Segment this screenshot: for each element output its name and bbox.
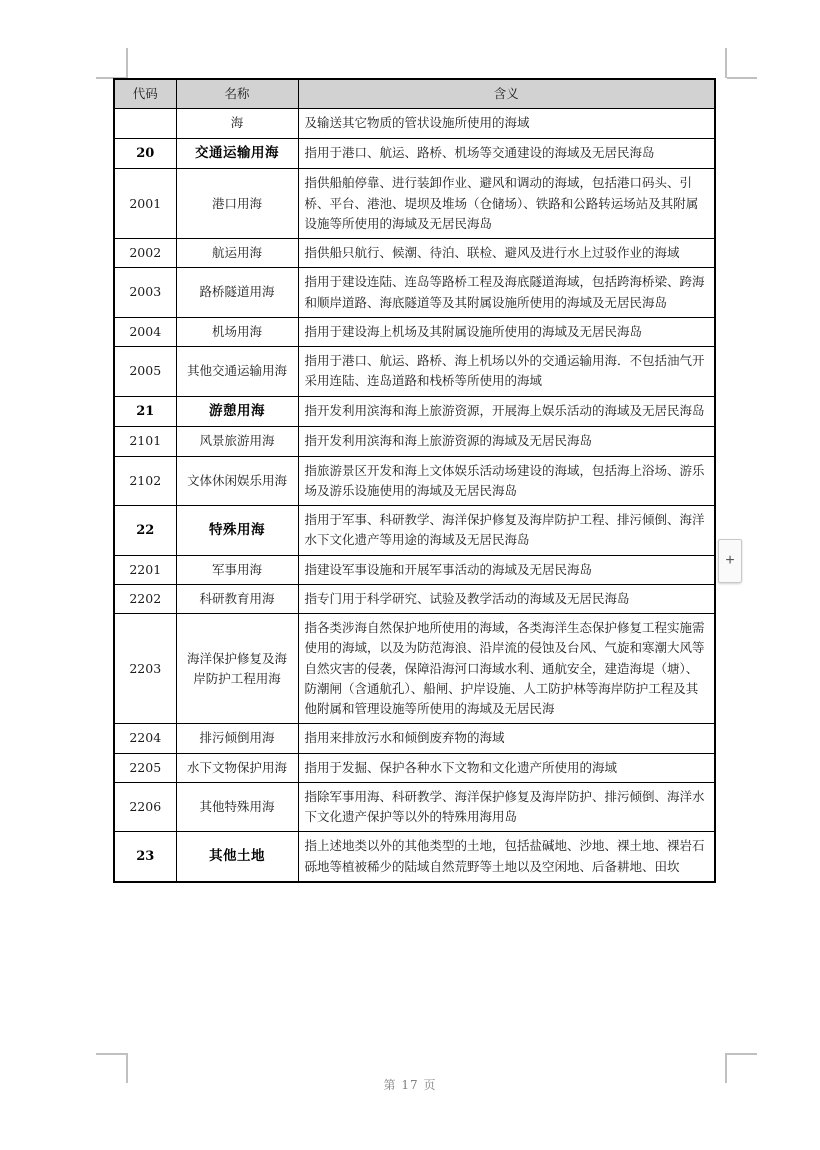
cell-name: 特殊用海 <box>176 506 298 556</box>
table-header-row <box>114 79 715 109</box>
margin-mark-top-right-horizontal <box>727 77 757 79</box>
column-header-name: 名称 <box>176 79 298 109</box>
cell-code: 21 <box>114 396 176 427</box>
cell-code: 2101 <box>114 427 176 456</box>
cell-name: 风景旅游用海 <box>176 427 298 456</box>
table-body <box>114 109 715 882</box>
cell-meaning: 指开发利用滨海和海上旅游资源的海域及无居民海岛 <box>298 427 715 456</box>
cell-meaning: 及输送其它物质的管状设施所使用的海域 <box>298 109 715 138</box>
cell-name: 军事用海 <box>176 555 298 584</box>
cell-meaning: 指开发利用滨海和海上旅游资源，开展海上娱乐活动的海域及无居民海岛 <box>298 396 715 427</box>
land-use-code-table-container <box>113 78 714 883</box>
table-row <box>114 396 715 427</box>
cell-code: 2206 <box>114 782 176 832</box>
cell-meaning: 指用于建设海上机场及其附属设施所使用的海域及无居民海岛 <box>298 317 715 346</box>
margin-mark-top-left-vertical <box>126 48 128 78</box>
table-row <box>114 555 715 584</box>
cell-meaning: 指用于军事、科研教学、海洋保护修复及海岸防护工程、排污倾倒、海洋水下文化遗产等用途的海域及无居民海岛 <box>298 506 715 556</box>
table-row <box>114 347 715 397</box>
cell-name: 交通运输用海 <box>176 138 298 169</box>
table-row <box>114 614 715 724</box>
cell-meaning: 指各类涉海自然保护地所使用的海域，各类海洋生态保护修复工程实施需使用的海域，以及为防范海浪、沿岸流的侵蚀及台风、气旋和寒潮大风等自然灾害的侵袭，保障沿海河口海域水利、通航安全，建造海堤（塘）、防潮闸（含通航孔）、船闸、护岸设施、人工防护林等海岸防护工程及其他附属和管理设施等所使用的海域及无居民海 <box>298 614 715 724</box>
cell-code: 2102 <box>114 456 176 506</box>
cell-code: 2203 <box>114 614 176 724</box>
cell-meaning: 指除军事用海、科研教学、海洋保护修复及海岸防护、排污倾倒、海洋水下文化遗产保护等以外的特殊用海用岛 <box>298 782 715 832</box>
margin-mark-bottom-left-horizontal <box>96 1053 126 1055</box>
cell-name: 路桥隧道用海 <box>176 268 298 318</box>
margin-mark-top-right-vertical <box>725 48 727 78</box>
table-row <box>114 427 715 456</box>
cell-code: 20 <box>114 138 176 169</box>
cell-code: 2003 <box>114 268 176 318</box>
cell-name: 海 <box>176 109 298 138</box>
table-row <box>114 584 715 613</box>
cell-code <box>114 109 176 138</box>
cell-code: 2005 <box>114 347 176 397</box>
cell-meaning: 指用于港口、航运、路桥、机场等交通建设的海域及无居民海岛 <box>298 138 715 169</box>
cell-meaning: 指旅游景区开发和海上文体娱乐活动场建设的海域，包括海上浴场、游乐场及游乐设施使用的海域及无居民海岛 <box>298 456 715 506</box>
table-row <box>114 317 715 346</box>
table-row <box>114 724 715 753</box>
page-footer-label: 第 17 页 <box>383 1078 437 1092</box>
cell-meaning: 指供船只航行、候潮、待泊、联检、避风及进行水上过驳作业的海域 <box>298 239 715 268</box>
cell-meaning: 指用来排放污水和倾倒废弃物的海域 <box>298 724 715 753</box>
table-row <box>114 832 715 882</box>
table-row <box>114 782 715 832</box>
table-row <box>114 753 715 782</box>
table-row <box>114 506 715 556</box>
cell-code: 2202 <box>114 584 176 613</box>
cell-meaning: 指上述地类以外的其他类型的土地，包括盐碱地、沙地、裸土地、裸岩石砾地等植被稀少的陆域自然荒野等土地以及空闲地、后备耕地、田坎 <box>298 832 715 882</box>
add-column-plus-icon[interactable]: + <box>718 539 742 583</box>
cell-code: 2201 <box>114 555 176 584</box>
cell-code: 2001 <box>114 169 176 239</box>
table-row <box>114 268 715 318</box>
table-header <box>114 79 715 109</box>
table-row <box>114 138 715 169</box>
cell-code: 2004 <box>114 317 176 346</box>
table-row <box>114 109 715 138</box>
cell-code: 2205 <box>114 753 176 782</box>
cell-name: 航运用海 <box>176 239 298 268</box>
column-header-meaning: 含义 <box>298 79 715 109</box>
margin-mark-bottom-right-horizontal <box>727 1053 757 1055</box>
cell-code: 2002 <box>114 239 176 268</box>
cell-meaning: 指用于建设连陆、连岛等路桥工程及海底隧道海域，包括跨海桥梁、跨海和顺岸道路、海底隧道等及其附属设施所使用的海域及无居民海岛 <box>298 268 715 318</box>
cell-name: 海洋保护修复及海岸防护工程用海 <box>176 614 298 724</box>
table-row <box>114 239 715 268</box>
cell-meaning: 指用于发掘、保护各种水下文物和文化遗产所使用的海域 <box>298 753 715 782</box>
cell-name: 其他土地 <box>176 832 298 882</box>
cell-meaning: 指专门用于科学研究、试验及教学活动的海域及无居民海岛 <box>298 584 715 613</box>
cell-name: 游憩用海 <box>176 396 298 427</box>
land-use-code-table <box>113 78 716 883</box>
cell-name: 其他交通运输用海 <box>176 347 298 397</box>
cell-meaning: 指用于港口、航运、路桥、海上机场以外的交通运输用海．不包括油气开采用连陆、连岛道路和栈桥等所使用的海域 <box>298 347 715 397</box>
table-row <box>114 456 715 506</box>
cell-name: 科研教育用海 <box>176 584 298 613</box>
cell-name: 其他特殊用海 <box>176 782 298 832</box>
cell-name: 机场用海 <box>176 317 298 346</box>
cell-name: 文体休闲娱乐用海 <box>176 456 298 506</box>
cell-name: 排污倾倒用海 <box>176 724 298 753</box>
table-row <box>114 169 715 239</box>
cell-meaning: 指建设军事设施和开展军事活动的海域及无居民海岛 <box>298 555 715 584</box>
cell-code: 22 <box>114 506 176 556</box>
cell-code: 2204 <box>114 724 176 753</box>
cell-code: 23 <box>114 832 176 882</box>
column-header-code: 代码 <box>114 79 176 109</box>
cell-name: 港口用海 <box>176 169 298 239</box>
cell-name: 水下文物保护用海 <box>176 753 298 782</box>
cell-meaning: 指供船舶停靠、进行装卸作业、避风和调动的海域，包括港口码头、引桥、平台、港池、堤坝及堆场（仓储场）、铁路和公路转运场站及其附属设施等所使用的海域及无居民海岛 <box>298 169 715 239</box>
